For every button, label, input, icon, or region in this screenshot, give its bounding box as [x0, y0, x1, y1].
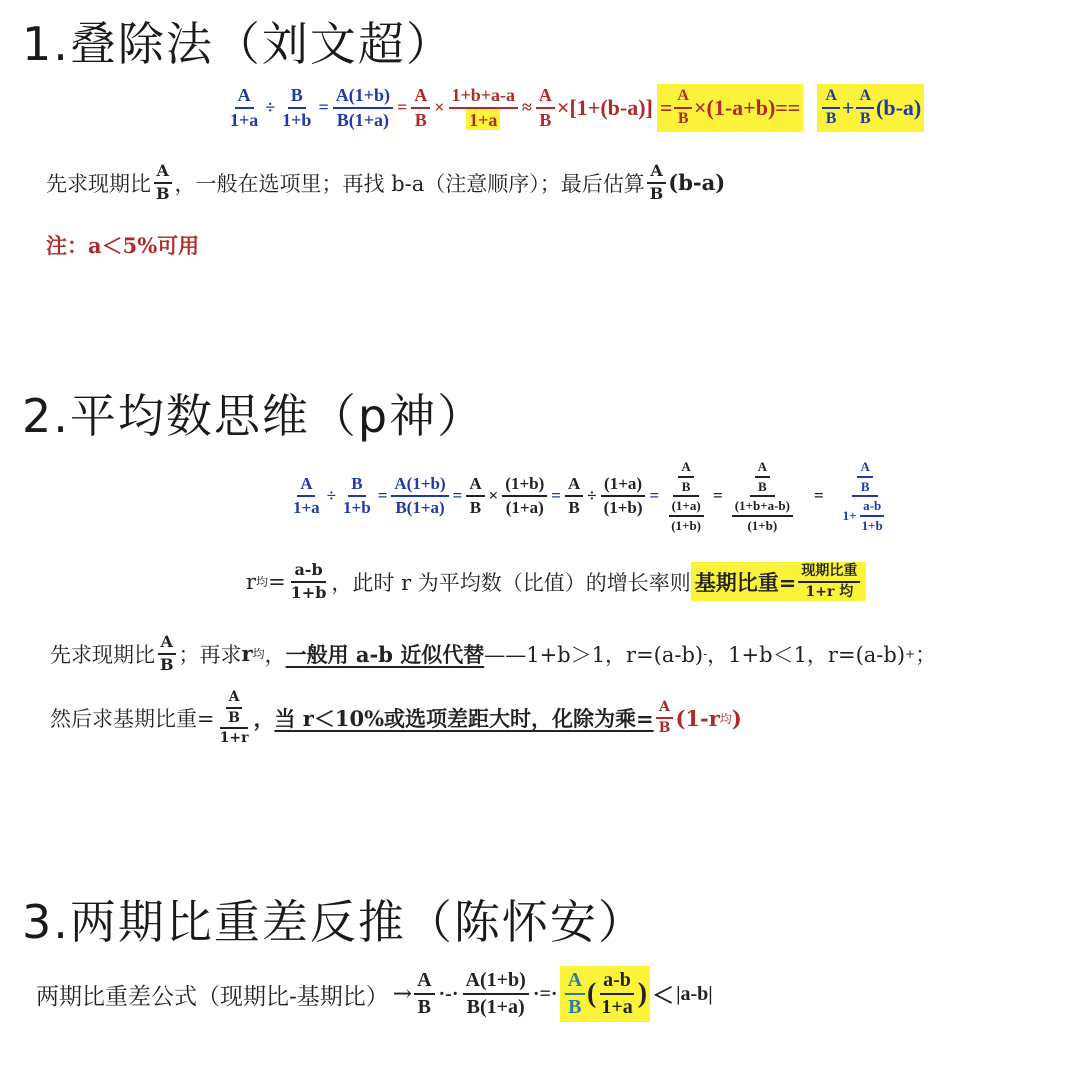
frac-b-over-1pb: $\frac{B}{1+b}$	[282, 84, 312, 130]
section2-step1: 先求现期比 $\frac{A}{B}$ ；再求 r 均 ， 一般用 a-b 近似代替 ——1+b＞1，r=(a-b) - ，1+b＜1，r=(a-b) + ；	[50, 632, 937, 674]
section1-title: 1.叠除法（刘文超）	[22, 17, 454, 71]
frac-a-over-1pa: $\frac{A}{1+a}$	[230, 84, 259, 130]
section3-title: 3.两期比重差反推（陈怀安）	[22, 895, 646, 949]
base-proportion-highlight: 基期比重= $\frac{\text{现期比重}}{\text{1+r 均}}$	[691, 562, 867, 601]
section2-step2: 然后求基期比重= $\frac{\frac{A}{B}}{1+r}$ ， 当 r＜10%或选项差距大时，化除为乘= $\frac{A}{B}$ (1-r 均 )	[50, 689, 742, 747]
section2-title: 2.平均数思维（p神）	[22, 389, 486, 443]
section3-formula: 两期比重差公式（现期比-基期比） → $\frac{A}{B}$ ·-· $\frac{A(1+b)}{B(1+a)}$ ·=· $\frac{A}{B}$ ( $\frac{a-b}{1+a}$ ) ＜ |a-b|	[36, 966, 713, 1022]
section1-equation	[225, 84, 924, 132]
bracket-term: ×[1+(b-a)]	[556, 94, 653, 120]
op-times: ×	[434, 97, 445, 118]
section1-explanation: 先求现期比 $\frac{A}{B}$ ，一般在选项里；再找 b-a（注意顺序）；最后估算 $\frac{A}{B}$ (b-a)	[46, 161, 726, 203]
highlight-approx-result: = $\frac{A}{B}$ ×(1-a+b)==	[657, 84, 803, 132]
frac-a-over-b: $\frac{A}{B}$	[411, 86, 430, 130]
op-approx: ≈	[522, 97, 532, 118]
op-equals: =	[318, 97, 329, 118]
section1-note: 注：a＜5%可用	[46, 233, 200, 258]
frac-ab-over-ba: $\frac{A(1+b)}{B(1+a)}$	[333, 86, 393, 130]
highlight-final-result: $\frac{A}{B}$ + $\frac{A}{B}$ (b-a)	[817, 84, 924, 132]
section2-equation: $\frac{A}{1+a}$ ÷ $\frac{B}{1+b}$ = $\frac{A(1+b)}{B(1+a)}$ = $\frac{A}{B}$ × $\frac{(1+b)}{(1+a)}$ = $\frac{A}{B}$ ÷ $\frac{(1+a)}{(1+b)}$ = $\frac{\frac{A}{B}}{\frac{(1+a)}{(1+b)}}$ = $\frac{\frac{A}{B}}{\frac{(1+b+a-b)}{(1+b)}}$ = $\frac{A}{B}$ 1+ $\frac{a-b}{1+b}$	[293, 459, 883, 533]
frac-a-over-b-2: $\frac{A}{B}$	[536, 86, 555, 130]
op-equals: =	[396, 97, 408, 118]
section2-r-definition: r 均 = $\frac{a-b}{1+b}$ ，此时 r 为平均数（比值）的增长率则 基期比重= $\frac{\text{现期比重}}{\text{1+r 均}}$	[246, 562, 866, 602]
section3-result-highlight: $\frac{A}{B}$ ( $\frac{a-b}{1+a}$ )	[560, 966, 651, 1022]
frac-expansion: $\frac{1+b+a-a}{1+a}$	[449, 86, 519, 130]
op-divide: ÷	[265, 97, 276, 118]
